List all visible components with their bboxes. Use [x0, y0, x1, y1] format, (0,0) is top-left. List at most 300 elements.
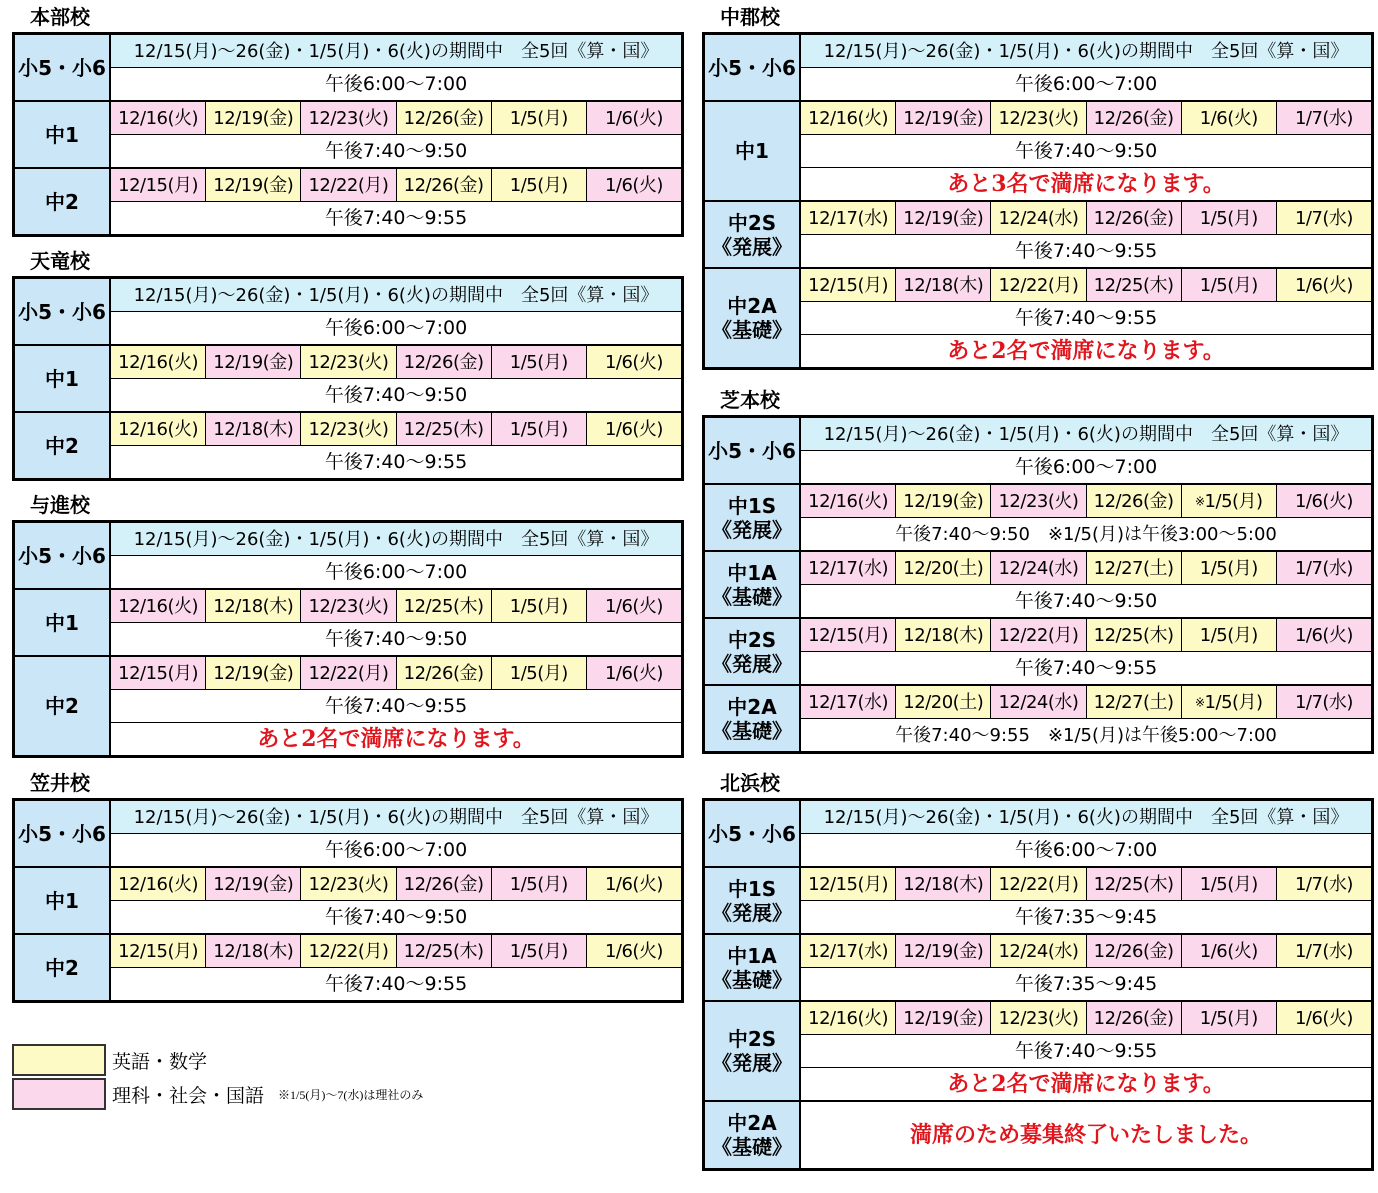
date-cell: 12/23(火) [301, 868, 396, 900]
date-cell: 12/20(土) [896, 552, 991, 584]
time-row: 午後7:40～9:55 [324, 207, 468, 229]
date-cell: 12/18(木) [896, 619, 991, 651]
dates-row [801, 269, 1371, 302]
course-type: 《基礎》 [712, 718, 792, 743]
dates-row [801, 686, 1371, 719]
grade-label [15, 346, 111, 411]
date-cell: 1/6(火) [1277, 485, 1371, 517]
date-cell: 12/26(金) [397, 102, 492, 134]
date-cell: 1/7(水) [1277, 868, 1371, 900]
time-row: 午後7:40～9:55 [1014, 240, 1158, 262]
course-type: 《発展》 [712, 234, 792, 259]
grade-label [15, 523, 111, 588]
date-cell: 1/6(火) [587, 102, 681, 134]
date-cell [1182, 485, 1277, 517]
grade-label [705, 868, 801, 933]
time-row: 午後7:40～9:50 [324, 906, 468, 928]
legend-item-english-math [12, 1043, 632, 1077]
grade-schedule [801, 35, 1371, 100]
date-cell: 12/24(水) [991, 935, 1086, 967]
grade-name: 中2A [727, 294, 777, 318]
grade-label [15, 657, 111, 755]
date-cell: 12/16(火) [111, 346, 206, 378]
seats-notice: あと2名で満席になります。 [257, 726, 535, 752]
grade-label [15, 590, 111, 655]
date-cell: 12/16(火) [801, 485, 896, 517]
time-row: 午後7:40～9:50 ※1/5(月)は午後3:00～5:00 [895, 524, 1277, 545]
date-cell: 12/23(火) [991, 485, 1086, 517]
grade-group [705, 1102, 1371, 1168]
course-type: 《基礎》 [712, 318, 792, 342]
grade-label [705, 1002, 801, 1100]
dates-row [111, 413, 681, 446]
grade-schedule [801, 935, 1371, 1000]
date-cell: 12/25(木) [1087, 619, 1182, 651]
time-row: 午後6:00～7:00 [324, 839, 468, 861]
grade-schedule [111, 590, 681, 655]
time-row: 午後6:00～7:00 [324, 561, 468, 583]
date-cell: 1/5(月) [1182, 619, 1277, 651]
date-cell: 12/23(火) [991, 1002, 1086, 1034]
grade-group [705, 868, 1371, 935]
time-row: 午後7:40～9:55 [801, 302, 1371, 335]
date-cell: 12/22(月) [301, 169, 396, 201]
grade-name: 中1 [735, 139, 769, 163]
date-cell: 12/23(火) [991, 102, 1086, 134]
grade-name: 小5・小6 [708, 821, 796, 846]
grade-schedule [801, 102, 1371, 200]
course-type: 《発展》 [712, 651, 792, 676]
dates-row [801, 935, 1371, 968]
school-block [12, 768, 684, 1003]
date-cell: 1/5(月) [1182, 202, 1277, 234]
grade-schedule [111, 169, 681, 234]
date-cell: 12/18(木) [206, 935, 301, 967]
grade-schedule [111, 801, 681, 866]
date-cell: 1/7(水) [1277, 102, 1371, 134]
date-cell: 1/6(火) [1182, 935, 1277, 967]
grade-group [15, 590, 681, 657]
date-text: 1/5(月) [1204, 692, 1263, 713]
date-cell: 12/17(水) [801, 935, 896, 967]
grade-name: 中2S [727, 1027, 777, 1051]
dates-row [111, 102, 681, 135]
grade-label [15, 413, 111, 478]
grade-name: 中2 [45, 955, 79, 980]
date-cell: 12/16(火) [801, 102, 896, 134]
date-cell: 12/26(金) [1087, 102, 1182, 134]
grade-group [15, 868, 681, 935]
grade-group [15, 169, 681, 234]
time-row: 午後6:00～7:00 [1014, 73, 1158, 95]
grade-schedule [111, 346, 681, 411]
grade-schedule [111, 523, 681, 588]
date-cell: 12/26(金) [397, 169, 492, 201]
grade-name: 中1A [727, 560, 777, 585]
grade-schedule [111, 868, 681, 933]
school-block [12, 246, 684, 481]
legend-label: 理科・社会・国語 [112, 1085, 265, 1107]
grade-group [705, 485, 1371, 552]
grade-schedule [801, 686, 1371, 751]
grade-schedule [801, 801, 1371, 866]
time-row: 午後7:40～9:55 [1014, 657, 1158, 679]
grade-group [15, 346, 681, 413]
schedule-table [702, 415, 1374, 754]
grade-name: 中2 [45, 189, 79, 214]
date-cell: 12/18(木) [896, 269, 991, 301]
date-cell: 12/16(火) [801, 1002, 896, 1034]
date-cell: 12/18(木) [896, 868, 991, 900]
date-cell: 12/19(金) [206, 169, 301, 201]
date-cell: 1/6(火) [1182, 102, 1277, 134]
time-row: 午後7:40～9:50 [801, 135, 1371, 168]
dates-row [111, 935, 681, 968]
date-cell: 12/26(金) [1087, 935, 1182, 967]
grade-label [705, 485, 801, 550]
time-row: 午後7:40～9:55 [111, 690, 681, 723]
schedule-table [702, 32, 1374, 370]
date-cell: 12/20(土) [896, 686, 991, 718]
period-row: 12/15(月)～26(金)・1/5(月)・6(火)の期間中 全5回《算・国》 [801, 35, 1371, 68]
date-cell: 12/15(月) [111, 935, 206, 967]
grade-schedule [111, 935, 681, 1000]
grade-schedule [801, 1002, 1371, 1100]
date-cell: 12/19(金) [896, 935, 991, 967]
grade-group [15, 413, 681, 478]
grade-label [705, 801, 801, 866]
dates-row [801, 552, 1371, 585]
grade-name: 小5・小6 [18, 543, 106, 568]
date-cell: 12/19(金) [206, 657, 301, 689]
grade-group [15, 935, 681, 1000]
dates-row [111, 590, 681, 623]
date-cell: 12/24(水) [991, 686, 1086, 718]
date-cell: 12/26(金) [397, 346, 492, 378]
legend-swatch-pink [12, 1078, 106, 1110]
date-cell: 12/23(火) [301, 590, 396, 622]
time-row: 午後7:40～9:55 ※1/5(月)は午後5:00～7:00 [895, 725, 1277, 746]
grade-group [705, 35, 1371, 102]
date-cell: 12/19(金) [896, 202, 991, 234]
dates-row [111, 346, 681, 379]
time-row: 午後7:40～9:50 [1014, 590, 1158, 612]
seats-notice: あと2名で満席になります。 [947, 338, 1225, 364]
grade-label [15, 868, 111, 933]
date-cell: 12/17(水) [801, 202, 896, 234]
grade-schedule [111, 657, 681, 755]
grade-name: 中1 [45, 122, 79, 147]
date-text: 1/5(月) [1204, 491, 1263, 512]
grade-name: 中1A [727, 943, 777, 968]
grade-name: 中2A [727, 694, 777, 719]
legend [12, 1043, 632, 1111]
course-type: 《発展》 [712, 517, 792, 542]
grade-label [15, 279, 111, 344]
date-cell: 12/17(水) [801, 552, 896, 584]
date-cell: 1/5(月) [492, 590, 587, 622]
dates-row [801, 1002, 1371, 1035]
date-cell: 1/5(月) [492, 935, 587, 967]
grade-group [705, 935, 1371, 1002]
date-cell: 12/19(金) [206, 102, 301, 134]
schedule-table [702, 798, 1374, 1171]
legend-note: ※1/5(月)～7(水)は理社のみ [278, 1087, 424, 1102]
grade-label [705, 102, 801, 200]
date-cell: 12/23(火) [301, 102, 396, 134]
time-row: 午後6:00～7:00 [1014, 456, 1158, 478]
time-row: 午後6:00～7:00 [324, 317, 468, 339]
schedule-table [12, 520, 684, 758]
school-block [702, 768, 1374, 1171]
period-row: 12/15(月)～26(金)・1/5(月)・6(火)の期間中 全5回《算・国》 [111, 35, 681, 68]
grade-group [15, 35, 681, 102]
date-cell: 1/5(月) [492, 657, 587, 689]
time-row: 午後7:35～9:45 [1014, 973, 1158, 995]
grade-label [705, 1102, 801, 1168]
legend-item-science-social-japanese [12, 1077, 632, 1111]
school-name: 北浜校 [720, 771, 780, 795]
date-cell: 12/26(金) [1087, 202, 1182, 234]
grade-label [705, 552, 801, 617]
period-row: 12/15(月)～26(金)・1/5(月)・6(火)の期間中 全5回《算・国》 [111, 523, 681, 556]
date-cell: 1/5(月) [492, 169, 587, 201]
time-row: 午後7:40～9:50 [324, 140, 468, 162]
date-cell: 12/23(火) [301, 346, 396, 378]
legend-swatch-yellow [12, 1044, 106, 1076]
date-cell: 1/5(月) [492, 413, 587, 445]
grade-schedule [801, 619, 1371, 684]
date-cell: 12/25(木) [397, 935, 492, 967]
date-cell: 12/15(月) [111, 169, 206, 201]
date-cell: 1/5(月) [1182, 868, 1277, 900]
grade-label [15, 935, 111, 1000]
date-cell: 1/5(月) [492, 346, 587, 378]
date-cell: 12/17(水) [801, 686, 896, 718]
school-block [12, 490, 684, 758]
grade-group [705, 418, 1371, 485]
date-cell: 12/16(火) [111, 590, 206, 622]
dates-row [801, 202, 1371, 235]
grade-schedule [801, 418, 1371, 483]
grade-name: 中2 [45, 433, 79, 458]
grade-label [705, 202, 801, 267]
school-block [702, 385, 1374, 754]
period-row: 12/15(月)～26(金)・1/5(月)・6(火)の期間中 全5回《算・国》 [111, 279, 681, 312]
grade-name: 中2S [727, 627, 777, 652]
grade-group [705, 102, 1371, 202]
date-cell: 12/22(月) [991, 868, 1086, 900]
grade-name: 小5・小6 [18, 821, 106, 846]
date-cell: 1/6(火) [1277, 619, 1371, 651]
seats-notice: あと2名で満席になります。 [947, 1071, 1225, 1097]
grade-label [705, 935, 801, 1000]
grade-label [15, 102, 111, 167]
grade-group [705, 269, 1371, 367]
schedule-table [12, 276, 684, 481]
grade-name: 小5・小6 [18, 55, 106, 80]
grade-name: 中2A [727, 1111, 777, 1135]
schedule-table [12, 32, 684, 237]
dates-row [801, 102, 1371, 135]
date-cell: 1/5(月) [1182, 1002, 1277, 1034]
legend-label: 英語・数学 [112, 1051, 208, 1073]
grade-group [15, 657, 681, 755]
date-cell: 12/23(火) [301, 413, 396, 445]
course-type: 《基礎》 [712, 1135, 792, 1159]
date-cell: 1/6(火) [587, 413, 681, 445]
date-cell: 12/24(水) [991, 552, 1086, 584]
grade-schedule [111, 35, 681, 100]
dates-row [801, 619, 1371, 652]
date-cell: 12/16(火) [111, 868, 206, 900]
date-cell: 12/25(木) [1087, 868, 1182, 900]
footnote-mark: ※ [1194, 695, 1205, 710]
time-row: 午後7:40～9:50 [324, 628, 468, 650]
school-block [702, 2, 1374, 370]
grade-group [15, 102, 681, 169]
date-cell: 1/5(月) [492, 102, 587, 134]
grade-name: 中1 [45, 610, 79, 635]
date-cell: 1/5(月) [1182, 269, 1277, 301]
grade-schedule [111, 413, 681, 478]
period-row: 12/15(月)～26(金)・1/5(月)・6(火)の期間中 全5回《算・国》 [801, 418, 1371, 451]
date-cell: 1/5(月) [492, 868, 587, 900]
dates-row [111, 657, 681, 690]
school-name: 本部校 [30, 5, 90, 29]
date-cell: 1/7(水) [1277, 686, 1371, 718]
grade-group [15, 801, 681, 868]
grade-name: 中1 [45, 888, 79, 913]
course-type: 《基礎》 [712, 967, 792, 992]
date-cell: 1/6(火) [587, 935, 681, 967]
school-name: 笠井校 [30, 771, 90, 795]
dates-row [801, 868, 1371, 901]
grade-label [705, 35, 801, 100]
grade-schedule [111, 279, 681, 344]
dates-row [111, 868, 681, 901]
grade-schedule [801, 552, 1371, 617]
time-row: 午後6:00～7:00 [1014, 839, 1158, 861]
date-cell: 12/27(土) [1087, 552, 1182, 584]
date-cell: 12/22(月) [301, 657, 396, 689]
date-cell: 1/6(火) [587, 346, 681, 378]
school-name: 芝本校 [720, 388, 780, 412]
date-cell: 1/6(火) [587, 868, 681, 900]
date-cell: 12/25(木) [1087, 269, 1182, 301]
course-type: 《発展》 [712, 1051, 792, 1075]
grade-name: 中2S [727, 210, 777, 235]
date-cell: 1/6(火) [587, 169, 681, 201]
date-cell: 1/7(水) [1277, 935, 1371, 967]
school-name: 天竜校 [30, 249, 90, 273]
grade-group [705, 552, 1371, 619]
date-cell: 12/18(木) [206, 590, 301, 622]
time-row: 午後7:40～9:55 [324, 973, 468, 995]
date-cell: 12/24(水) [991, 202, 1086, 234]
grade-schedule [801, 868, 1371, 933]
school-name: 中郡校 [720, 5, 780, 29]
grade-group [705, 202, 1371, 269]
grade-group [705, 801, 1371, 868]
date-cell: 12/26(金) [1087, 485, 1182, 517]
dates-row [801, 485, 1371, 518]
grade-name: 中1S [727, 493, 777, 518]
grade-name: 小5・小6 [708, 438, 796, 463]
school-block [12, 2, 684, 237]
date-cell: 12/26(金) [397, 657, 492, 689]
seats-notice: あと3名で満席になります。 [947, 171, 1225, 197]
date-cell: 12/19(金) [206, 346, 301, 378]
course-type: 《基礎》 [712, 584, 792, 609]
grade-group [15, 523, 681, 590]
schedule-table [12, 798, 684, 1003]
time-row: 午後7:40～9:55 [801, 1035, 1371, 1068]
period-row: 12/15(月)～26(金)・1/5(月)・6(火)の期間中 全5回《算・国》 [801, 801, 1371, 834]
date-cell: 1/7(水) [1277, 202, 1371, 234]
grade-schedule [111, 102, 681, 167]
date-cell: 12/19(金) [206, 868, 301, 900]
date-cell: 12/19(金) [896, 485, 991, 517]
date-cell: 12/27(土) [1087, 686, 1182, 718]
date-cell: 12/26(金) [397, 868, 492, 900]
date-cell: 1/6(火) [587, 590, 681, 622]
grade-schedule [801, 485, 1371, 550]
grade-label [705, 269, 801, 367]
date-cell: 1/6(火) [1277, 269, 1371, 301]
grade-name: 中1S [727, 876, 777, 901]
date-cell: 12/25(木) [397, 590, 492, 622]
grade-label [705, 418, 801, 483]
time-row: 午後7:40～9:55 [324, 451, 468, 473]
grade-label [15, 169, 111, 234]
date-cell: 1/6(火) [587, 657, 681, 689]
grade-schedule [801, 202, 1371, 267]
course-type: 《発展》 [712, 900, 792, 925]
date-cell: 12/19(金) [896, 102, 991, 134]
date-cell: 12/19(金) [896, 1002, 991, 1034]
grade-name: 小5・小6 [708, 55, 796, 80]
date-cell: 12/22(月) [991, 269, 1086, 301]
time-row: 午後6:00～7:00 [324, 73, 468, 95]
closed-notice: 満席のため募集終了いたしました。 [909, 1122, 1262, 1148]
grade-label [15, 35, 111, 100]
date-cell [1182, 686, 1277, 718]
period-row: 12/15(月)～26(金)・1/5(月)・6(火)の期間中 全5回《算・国》 [111, 801, 681, 834]
date-cell: 12/16(火) [111, 102, 206, 134]
date-cell: 1/7(水) [1277, 552, 1371, 584]
date-cell: 12/22(月) [991, 619, 1086, 651]
grade-schedule [801, 269, 1371, 367]
grade-name: 中2 [45, 694, 79, 718]
date-cell: 12/15(月) [801, 619, 896, 651]
grade-group [15, 279, 681, 346]
date-cell: 12/26(金) [1087, 1002, 1182, 1034]
grade-schedule [801, 1102, 1371, 1168]
grade-group [705, 1002, 1371, 1102]
date-cell: 12/15(月) [801, 269, 896, 301]
grade-label [705, 619, 801, 684]
time-row: 午後7:40～9:50 [324, 384, 468, 406]
dates-row [111, 169, 681, 202]
school-name: 与進校 [30, 493, 90, 517]
date-cell: 1/5(月) [1182, 552, 1277, 584]
date-cell: 12/15(月) [801, 868, 896, 900]
grade-label [15, 801, 111, 866]
date-cell: 12/25(木) [397, 413, 492, 445]
grade-group [705, 686, 1371, 751]
time-row: 午後7:35～9:45 [1014, 906, 1158, 928]
